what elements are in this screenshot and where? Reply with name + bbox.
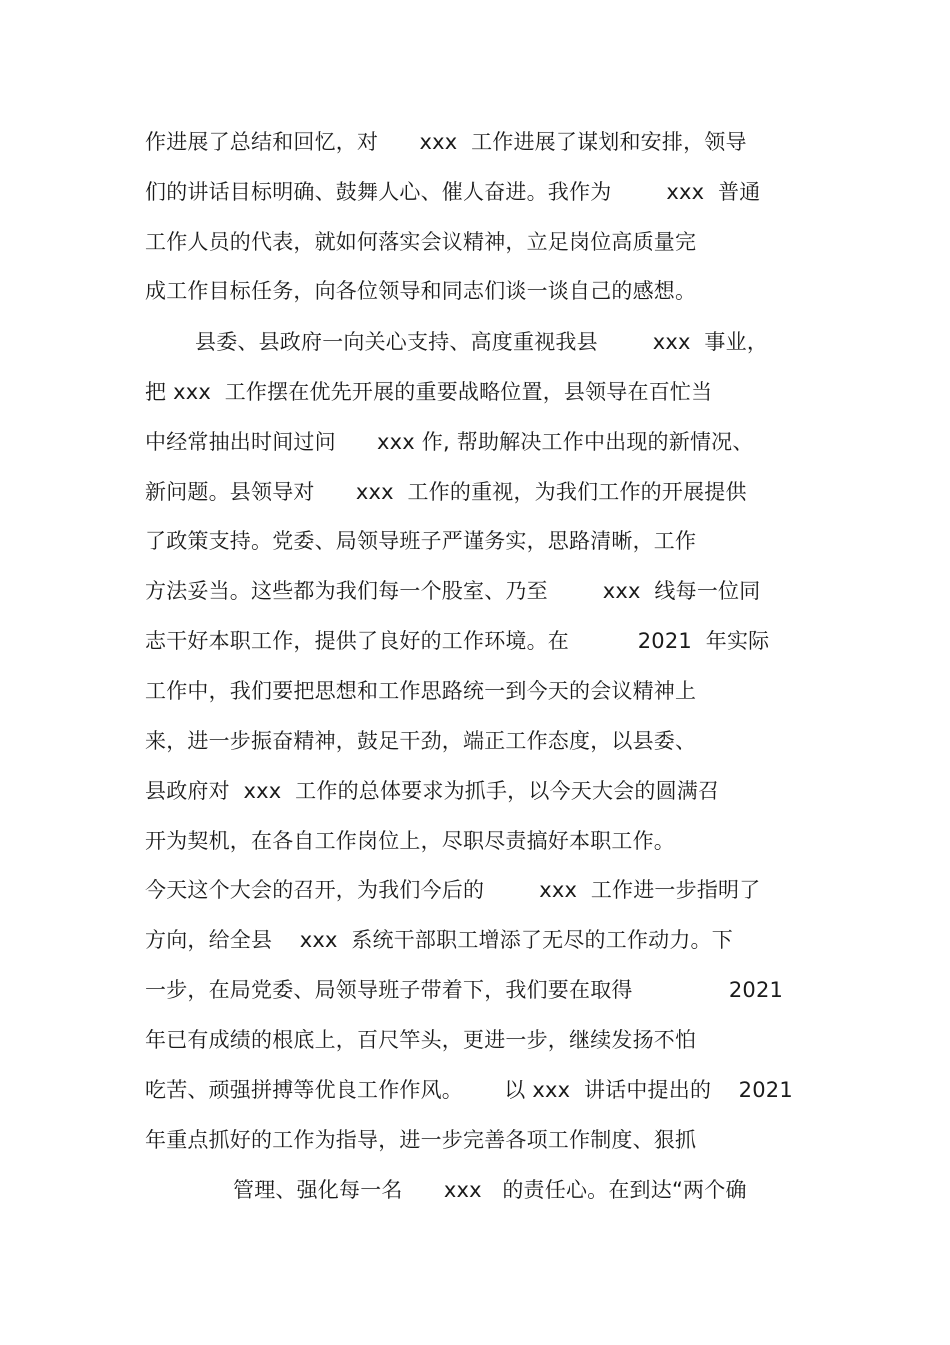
- text-line: 作进展了总结和回忆，对 xxx 工作进展了谋划和安排，领导: [145, 130, 747, 154]
- text-line: 工作人员的代表，就如何落实会议精神，立足岗位高质量完: [145, 230, 697, 254]
- text-line: 年已有成绩的根底上，百尺竿头，更进一步，继续发扬不怕: [145, 1028, 697, 1052]
- text-line: 来，进一步振奋精神，鼓足干劲，端正工作态度，以县委、: [145, 729, 697, 753]
- text-line: 开为契机，在各自工作岗位上，尽职尽责搞好本职工作。: [145, 829, 675, 853]
- text-line: 一步，在局党委、局领导班子带着下，我们要在取得 2021: [145, 978, 784, 1002]
- text-line: 志干好本职工作，提供了良好的工作环境。在 2021 年实际: [145, 629, 770, 653]
- text-line: 把 xxx 工作摆在优先开展的重要战略位置，县领导在百忙当: [145, 380, 713, 404]
- text-line: 中经常抽出时间过问 xxx 作, 帮助解决工作中出现的新情况、: [145, 430, 754, 454]
- text-line: 县政府对 xxx 工作的总体要求为抓手，以今天大会的圆满召: [145, 779, 720, 803]
- text-line: 新问题。县领导对 xxx 工作的重视，为我们工作的开展提供: [145, 480, 747, 504]
- text-line: 了政策支持。党委、局领导班子严谨务实，思路清晰，工作: [145, 529, 697, 553]
- text-line: 今天这个大会的召开，为我们今后的 xxx 工作进一步指明了: [145, 878, 761, 902]
- text-line: 们的讲话目标明确、鼓舞人心、催人奋进。我作为 xxx 普通: [145, 180, 761, 204]
- text-line: 县委、县政府一向关心支持、高度重视我县 xxx 事业，: [195, 330, 769, 354]
- text-line: 管理、强化每一名 xxx 的责任心。在到达“两个确: [233, 1178, 747, 1202]
- text-line: 吃苦、顽强拼搏等优良工作作风。 以 xxx 讲话中提出的 2021: [145, 1078, 793, 1102]
- text-line: 方向，给全县 xxx 系统干部职工增添了无尽的工作动力。下: [145, 928, 733, 952]
- text-line: 工作中，我们要把思想和工作思路统一到今天的会议精神上: [145, 679, 697, 703]
- text-line: 方法妥当。这些都为我们每一个股室、乃至 xxx 线每一位同: [145, 579, 761, 603]
- text-line: 年重点抓好的工作为指导，进一步完善各项工作制度、狠抓: [145, 1128, 697, 1152]
- text-line: 成工作目标任务，向各位领导和同志们谈一谈自己的感想。: [145, 279, 697, 303]
